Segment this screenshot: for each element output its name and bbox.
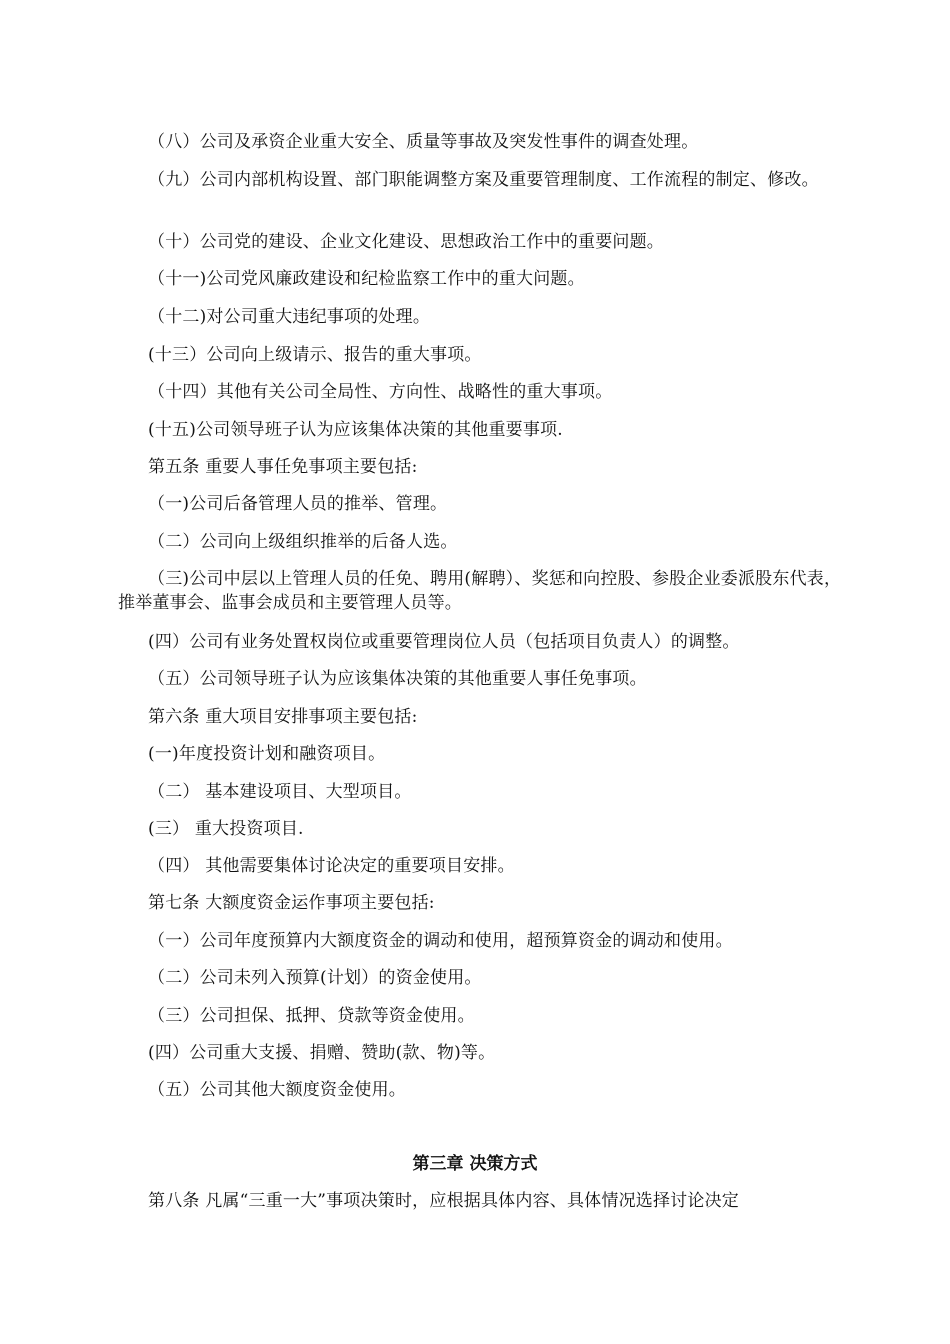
article-7-heading: 第七条 大额度资金运作事项主要包括: bbox=[148, 893, 435, 913]
paragraph-item-12: （十二)对公司重大违纪事项的处理。 bbox=[148, 307, 431, 327]
article-7-item-5: （五）公司其他大额度资金使用。 bbox=[148, 1080, 406, 1100]
paragraph-item-13: (十三）公司向上级请示、报告的重大事项。 bbox=[148, 345, 482, 365]
article-6-item-2: （二） 基本建设项目、大型项目。 bbox=[148, 782, 412, 802]
paragraph-item-8: （八）公司及承资企业重大安全、质量等事故及突发性事件的调查处理。 bbox=[148, 132, 699, 152]
article-7-item-3: （三）公司担保、抵押、贷款等资金使用。 bbox=[148, 1006, 475, 1026]
article-7-item-2: （二）公司未列入预算(计划）的资金使用。 bbox=[148, 968, 482, 988]
article-5-item-4: (四）公司有业务处置权岗位或重要管理岗位人员（包括项目负责人）的调整。 bbox=[148, 632, 740, 652]
article-5-heading: 第五条 重要人事任免事项主要包括: bbox=[148, 457, 418, 477]
article-7-item-1: （一）公司年度预算内大额度资金的调动和使用，超预算资金的调动和使用。 bbox=[148, 931, 733, 951]
paragraph-item-11: （十一)公司党风廉政建设和纪检监察工作中的重大问题。 bbox=[148, 269, 585, 289]
article-6-item-3: (三） 重大投资项目. bbox=[148, 819, 304, 839]
paragraph-item-15: (十五)公司领导班子认为应该集体决策的其他重要事项. bbox=[148, 420, 563, 440]
article-7-item-4: (四）公司重大支援、捐赠、赞助(款、物)等。 bbox=[148, 1043, 496, 1063]
article-6-item-1: (一)年度投资计划和融资项目。 bbox=[148, 744, 386, 764]
paragraph-item-10: （十）公司党的建设、企业文化建设、思想政治工作中的重要问题。 bbox=[148, 232, 664, 252]
chapter-heading: 第三章 决策方式 bbox=[412, 1154, 538, 1174]
article-6-heading: 第六条 重大项目安排事项主要包括: bbox=[148, 707, 418, 727]
article-8-paragraph: 第八条 凡属“三重一大”事项决策时，应根据具体内容、具体情况选择讨论决定 bbox=[148, 1191, 739, 1211]
article-5-item-1: （一)公司后备管理人员的推举、管理。 bbox=[148, 494, 448, 514]
article-5-item-2: （二）公司向上级组织推举的后备人选。 bbox=[148, 532, 458, 552]
paragraph-item-9: （九）公司内部机构设置、部门职能调整方案及重要管理制度、工作流程的制定、修改。 bbox=[148, 170, 819, 190]
paragraph-item-14: （十四）其他有关公司全局性、方向性、战略性的重大事项。 bbox=[148, 382, 613, 402]
article-6-item-4: （四） 其他需要集体讨论决定的重要项目安排。 bbox=[148, 856, 515, 876]
article-5-item-3: （三)公司中层以上管理人员的任免、聘用(解聘）、奖惩和向控股、参股企业委派股东代表，推举董事会、监事会成员和主要管理人员等。 bbox=[118, 569, 842, 613]
article-5-item-5: （五）公司领导班子认为应该集体决策的其他重要人事任免事项。 bbox=[148, 669, 647, 689]
